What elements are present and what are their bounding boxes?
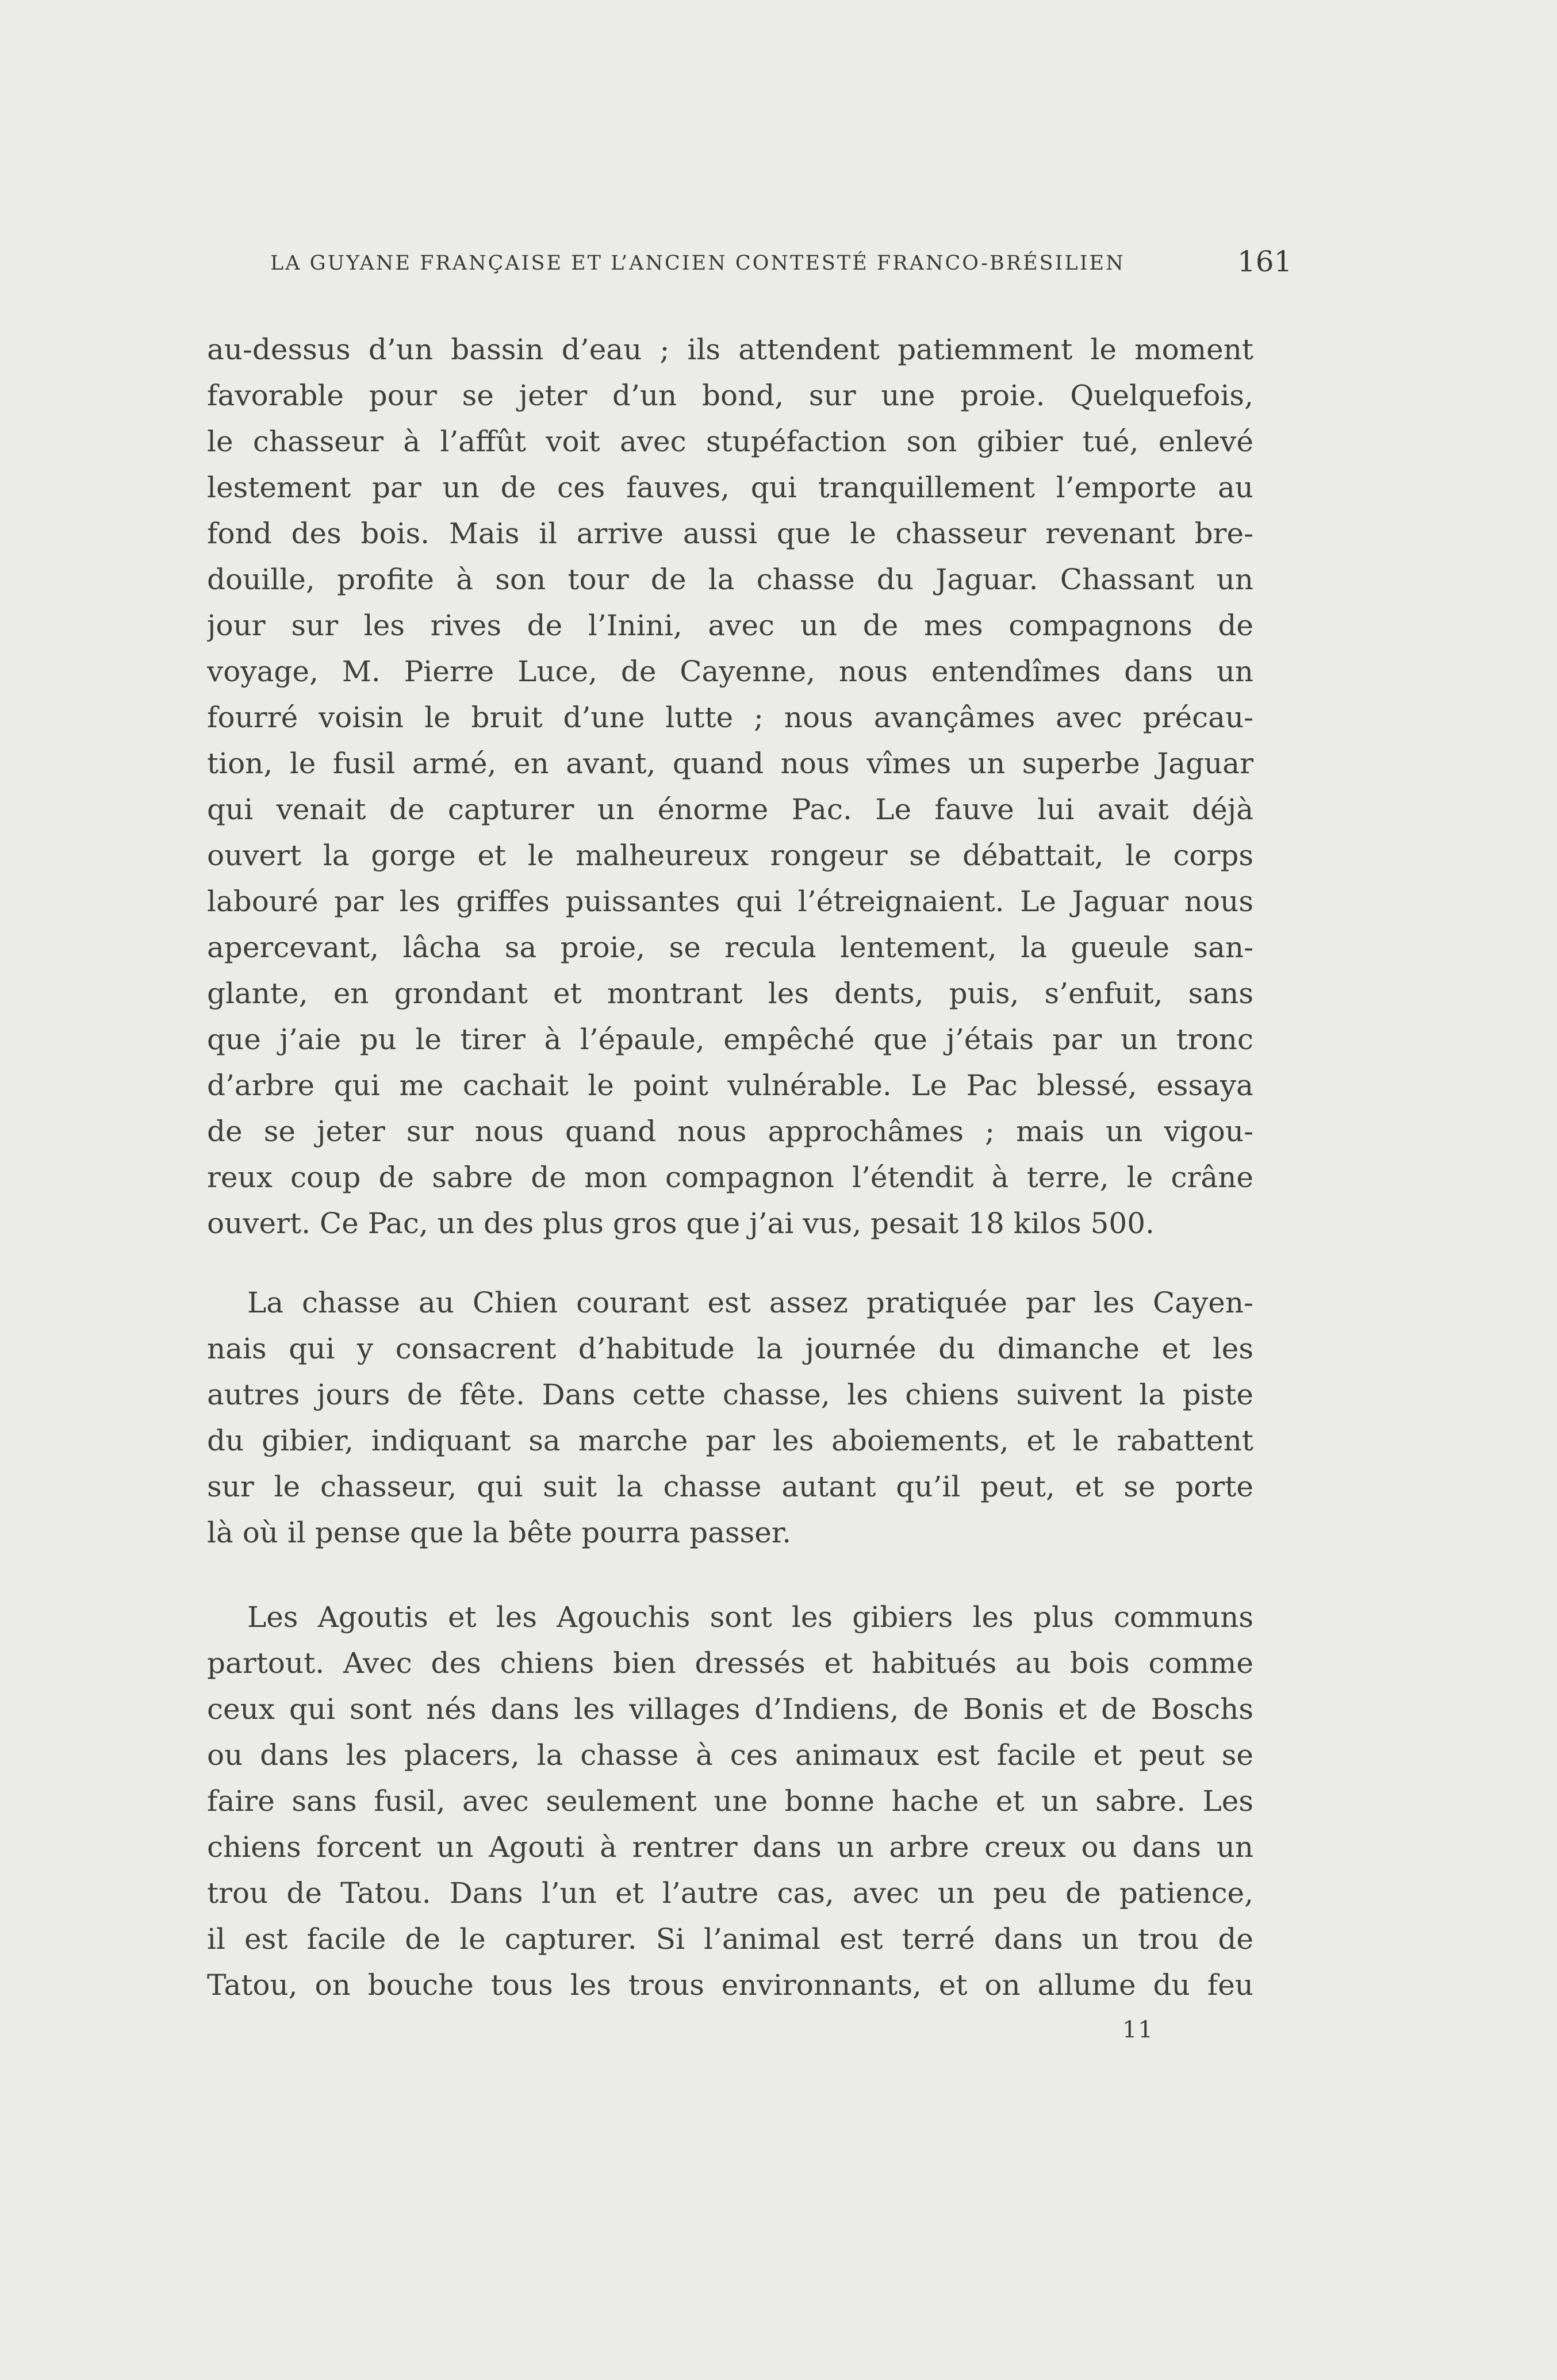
text-line: au-dessus d’un bassin d’eau ; ils attendent patiemment le moment [207,333,1253,366]
paragraph-jaguar-hunt [207,327,1253,1246]
text-line: partout. Avec des chiens bien dressés et habitués au bois comme [207,1646,1253,1680]
text-line: là où il pense que la bête pourra passer. [207,1516,792,1549]
text-line: faire sans fusil, avec seulement une bonne hache et un sabre. Les [207,1784,1253,1818]
text-line: ouvert la gorge et le malheureux rongeur se débattait, le corps [207,839,1253,872]
text-line: lestement par un de ces fauves, qui tranquillement l’emporte au [207,471,1253,504]
text-line: favorable pour se jeter d’un bond, sur une proie. Quelquefois, [207,379,1253,412]
paragraph-dog-hunting [207,1280,1253,1556]
text-line: ouvert. Ce Pac, un des plus gros que j’ai vus, pesait 18 kilos 500. [207,1207,1155,1240]
text-line: nais qui y consacrent d’habitude la journée du dimanche et les [207,1332,1253,1365]
text-line: glante, en grondant et montrant les dents, puis, s’enfuit, sans [207,977,1253,1010]
text-line: qui venait de capturer un énorme Pac. Le fauve lui avait déjà [207,793,1253,826]
text-line: d’arbre qui me cachait le point vulnérable. Le Pac blessé, essaya [207,1069,1253,1102]
text-line: ceux qui sont nés dans les villages d’Indiens, de Bonis et de Boschs [207,1692,1253,1726]
text-line: jour sur les rives de l’Inini, avec un de mes compagnons de [207,609,1253,642]
text-line: fourré voisin le bruit d’une lutte ; nous avançâmes avec précau- [207,701,1253,734]
signature-mark: 11 [1122,2017,1154,2043]
text-line: tion, le fusil armé, en avant, quand nous vîmes un superbe Jaguar [207,747,1253,780]
text-line: sur le chasseur, qui suit la chasse autant qu’il peut, et se porte [207,1470,1253,1503]
text-line: chiens forcent un Agouti à rentrer dans un arbre creux ou dans un [207,1830,1253,1864]
text-line: du gibier, indiquant sa marche par les aboiements, et le rabattent [207,1424,1253,1457]
text-line: le chasseur à l’affût voit avec stupéfaction son gibier tué, enlevé [207,425,1253,458]
text-line: voyage, M. Pierre Luce, de Cayenne, nous entendîmes dans un [207,655,1253,688]
text-line: reux coup de sabre de mon compagnon l’étendit à terre, le crâne [207,1161,1253,1194]
paragraph-agoutis [207,1594,1253,2008]
text-line: douille, profite à son tour de la chasse du Jaguar. Chassant un [207,563,1253,596]
text-line: labouré par les griffes puissantes qui l’étreignaient. Le Jaguar nous [207,885,1253,918]
text-line: fond des bois. Mais il arrive aussi que le chasseur revenant bre- [207,517,1253,550]
text-line: que j’aie pu le tirer à l’épaule, empêché que j’étais par un tronc [207,1023,1253,1056]
text-line: autres jours de fête. Dans cette chasse, les chiens suivent la piste [207,1378,1253,1411]
text-line: il est facile de le capturer. Si l’animal est terré dans un trou de [207,1922,1253,1956]
text-line: apercevant, lâcha sa proie, se recula lentement, la gueule san- [207,931,1253,964]
text-line: trou de Tatou. Dans l’un et l’autre cas, avec un peu de patience, [207,1876,1253,1910]
running-head-title: LA GUYANE FRANÇAISE ET L’ANCIEN CONTESTÉ FRANCO-BRÉSILIEN [270,252,1125,275]
text-line: La chasse au Chien courant est assez pratiquée par les Cayen- [247,1286,1253,1319]
text-line: Tatou, on bouche tous les trous environnants, et on allume du feu [207,1968,1253,2002]
text-line: ou dans les placers, la chasse à ces animaux est facile et peut se [207,1738,1253,1772]
text-line: Les Agoutis et les Agouchis sont les gibiers les plus communs [247,1600,1253,1634]
text-line: de se jeter sur nous quand nous approchâmes ; mais un vigou- [207,1115,1253,1148]
page-number: 161 [1237,245,1293,278]
